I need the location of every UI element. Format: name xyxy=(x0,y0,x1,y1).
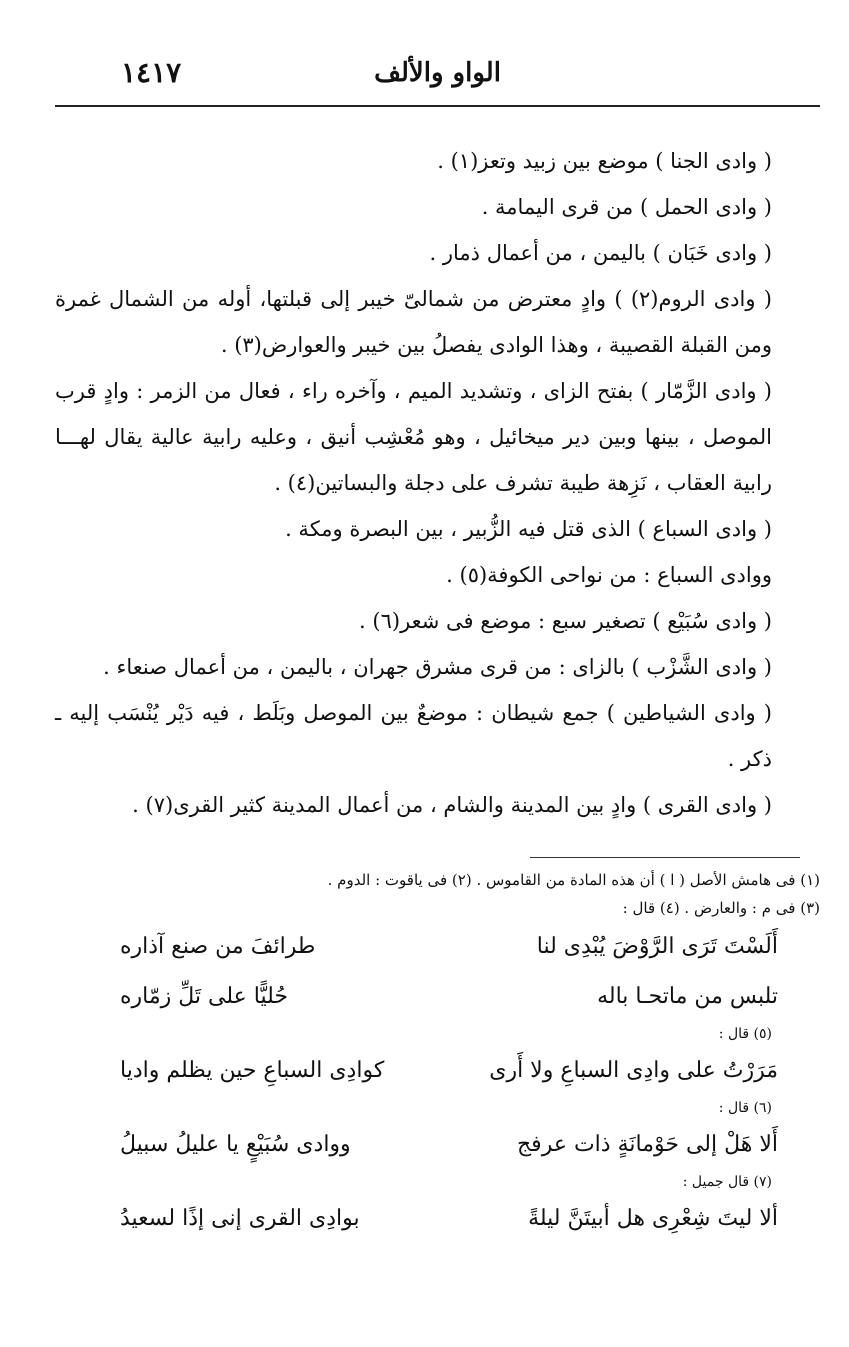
entry: ( وادى الزَّمّار ) بفتح الزاى ، وتشديد الميم ، وآخره راء ، فعال من الزمر : وادٍ قرب الموصل ، بينها وبين دير ميخائيل ، وهو مُعْشِب أنيق ، وعليه رابية عالية يقال لهـــا رابية العقاب ، نَزِهة طيبة تشرف على دجلة والبساتين(٤) . xyxy=(55,379,772,495)
footnote-line: (١) فى هامش الأصل ( ا ) أن هذه المادة من القاموس . (٢) فى ياقوت : الدوم . xyxy=(327,871,820,889)
page-header xyxy=(55,56,820,96)
entry: ( وادى القرى ) وادٍ بين المدينة والشام ، من أعمال المدينة كثير القرى(٧) . xyxy=(132,793,772,817)
header-divider xyxy=(55,105,820,107)
entries-list xyxy=(55,138,820,828)
verse-hemistich-right: أَلَسْتَ تَرَى الرَّوْضَ يُبْدِى لنا xyxy=(536,934,778,959)
verse-hemistich-left: كوادِى السباعِ حين يظلم واديا xyxy=(120,1058,385,1083)
verse-hemistich-right: مَرَرْتُ على وادِى السباعِ ولا أَرى xyxy=(489,1058,778,1083)
verse-hemistich-left: بوادِى القرى إنى إذًا لسعيدُ xyxy=(120,1206,360,1231)
entry: ( وادى الشَّزْب ) بالزاى : من قرى مشرق جهران ، باليمن ، من أعمال صنعاء . xyxy=(103,655,772,679)
footnotes xyxy=(55,866,820,1244)
entry: ( وادى الجنا ) موضع بين زبيد وتعز(١) . xyxy=(437,149,772,173)
footnotes-divider xyxy=(530,857,800,858)
verse-hemistich-left: حُليًّا على تَلِّ زمّاره xyxy=(120,984,288,1009)
verse-hemistich-right: ألا ليتَ شِعْرِى هل أبيتَنَّ ليلةً xyxy=(528,1206,778,1231)
verse-line xyxy=(55,1194,820,1244)
entry: ( وادى خَبَان ) باليمن ، من أعمال ذمار . xyxy=(429,241,772,265)
verse-line xyxy=(55,1120,820,1170)
verse-line xyxy=(55,972,820,1022)
page-number: ١٤١٧ xyxy=(121,56,182,89)
footnote-label: (٥) قال : xyxy=(718,1026,772,1042)
verse-line xyxy=(55,1046,820,1096)
entry: ( وادى الحمل ) من قرى اليمامة . xyxy=(481,195,772,219)
entry: ( وادى الروم(٢) ) وادٍ معترض من شمالىّ خيبر إلى قبلتها، أوله من الشمال غمرة ومن القبلة القصيبة ، وهذا الوادى يفصلُ بين خيبر والعوارض(٣) . xyxy=(55,287,772,357)
entry: ( وادى الشياطين ) جمع شيطان : موضعٌ بين الموصل وبَلَط ، فيه دَيْر يُنْسَب إليه ـ ذكر . xyxy=(55,701,772,771)
verse-hemistich-right: أَلا هَلْ إلى حَوْمانَةٍ ذات عرفج xyxy=(516,1132,778,1157)
verse-hemistich-left: طرائفَ من صنع آذاره xyxy=(120,934,316,959)
footnote-line: (٣) فى م : والعارض . (٤) قال : xyxy=(622,899,820,917)
entry: ووادى السباع : من نواحى الكوفة(٥) . xyxy=(446,563,772,587)
entry: ( وادى السباع ) الذى قتل فيه الزُّبير ، بين البصرة ومكة . xyxy=(285,517,772,541)
footnote-label: (٦) قال : xyxy=(718,1100,772,1116)
verse-line xyxy=(55,922,820,972)
verse-hemistich-right: تلبس من ماتحـا باله xyxy=(597,984,778,1009)
entry: ( وادى سُبَيْع ) تصغير سبع : موضع فى شعر(٦) . xyxy=(359,609,772,633)
verse-hemistich-left: ووادى سُبَيْعٍ يا عليلُ سبيلُ xyxy=(120,1132,351,1157)
footnote-label: (٧) قال جميل : xyxy=(682,1174,772,1190)
running-title: الواو والألف xyxy=(374,58,501,88)
